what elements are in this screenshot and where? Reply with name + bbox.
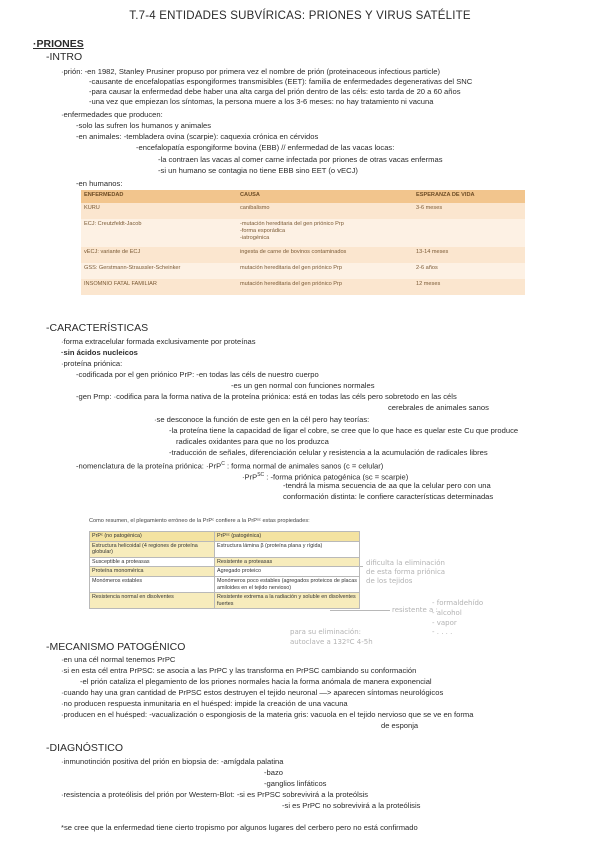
enfermedades-line: -en animales: -tembladera ovina (scarpie): caquexia crónica en cérvidos [76,132,319,141]
intro-line: -una vez que empiezan los síntomas, la persona muere a los 3-6 meses: no hay tratamiento ni vacuna [89,97,434,106]
subheading-intro: -INTRO [46,51,83,63]
caracteristicas-line: ·forma extracelular formada exclusivamente por proteínas [61,337,256,346]
table-cell: vECJ: variante de ECJ [81,247,237,263]
mecanismo-line: de esponja [381,721,419,730]
table-cell: Resistente a proteasas [215,557,360,567]
superscript-sc: SC [257,472,265,478]
annotation-list-item: - alcohol [432,609,462,617]
intro-line: -para causar la enfermedad debe haber una alta carga del prión dentro de las céls: esto tarda de 20 a 60 años [89,87,461,96]
annotation-resistente: resistente a : [392,606,438,614]
table-row [81,263,525,279]
table-row [90,567,360,577]
caracteristicas-line: -la proteína tiene la capacidad de ligar el cobre, se cree que lo que hace es quelar este Cu que produce [169,426,519,435]
diagnostico-line: ·resistencia a proteólisis del prión por Western-Blot: -si es PrPSC sobrevivirá a la proteólsis [61,790,369,799]
table-header: ESPERANZA DE VIDA [413,190,525,203]
annotation-arrow [330,610,390,611]
table-cell: Monómeros estables [90,576,215,592]
caracteristicas-line: conformación distinta: le confiere características determinadas [283,492,494,501]
disease-table [81,190,525,295]
caracteristicas-line: cerebrales de animales sanos [388,403,489,412]
table-cell: -mutación hereditaria del gen priónico Prp -forma esporádica -iatrogénica [237,219,413,247]
caracteristicas-line: -tendrá la misma secuencia de aa que la celular pero con una [283,481,491,490]
nomenclature-text: : -forma priónica patogénica (sc = scarpie) [264,472,409,482]
mecanismo-line: -el prión cataliza el plegamiento de los priones normales hacia la forma anómala de manera exponencial [80,677,432,686]
table-row [90,576,360,592]
caracteristicas-line: ·sin ácidos nucleicos [61,348,138,357]
enfermedades-line: -solo las sufren los humanos y animales [76,121,212,130]
diagnostico-footnote: *se cree que la enfermedad tiene cierto tropismo por algunos lugares del cerbero pero no está confirmado [61,823,418,832]
page-title: T.7-4 ENTIDADES SUBVÍRICAS: PRIONES Y VIRUS SATÉLITE [129,10,471,22]
diagnostico-line: -bazo [264,768,283,777]
nomenclature-text: : forma normal de animales sanos (c = celular) [224,461,384,471]
caracteristicas-line: -codificada por el gen priónico PrP: -en todas las céls de nuestro cuerpo [76,370,319,379]
table-cell: 2-6 años [413,263,525,279]
subheading-mecanismo: -MECANISMO PATOGÉNICO [46,641,186,653]
caracteristicas-line: ·se desconoce la función de este gen en la cél pero hay teorías: [154,415,370,424]
caracteristicas-line: ·proteína priónica: [61,359,123,368]
table-cell: Proteína monomérica [90,567,215,577]
annotation-list-item: - formaldehído [432,599,484,607]
diagnostico-line: -si es PrPC no sobrevivirá a la proteólisis [282,801,421,810]
section-heading-priones: ·PRIONES [33,38,84,50]
nomenclature-label: -nomenclatura de la proteína priónica: ·PrP [76,461,222,471]
mecanismo-line: ·si en esta cél entra PrPSC: se asocia a las PrPC y las transforma en PrPSC cambiando su conformación [61,666,417,675]
superscript-c: C [221,461,225,467]
annotation-list-item: - . . . . [432,628,453,636]
table-row [81,219,525,247]
enfermedades-line: -la contraen las vacas al comer carne infectada por priones de otras vacas enfermas [158,155,443,164]
table-row [90,593,360,609]
table-cell: INSOMNIO FATAL FAMILIAR [81,279,237,295]
table-cell: 12 meses [413,279,525,295]
table-header: PrPᶜ (no patogénica) [90,532,215,542]
annotation-eliminacion: para su eliminación: autoclave a 132ºC 4-5h [290,628,373,646]
annotation-dificulta: dificulta la eliminación de esta forma priónica de los tejidos [366,559,446,585]
subheading-caracteristicas: -CARACTERÍSTICAS [46,322,149,334]
enfermedades-line: -en humanos: [76,179,123,188]
intro-line: ·prión: -en 1982, Stanley Prusiner propuso por primera vez el nombre de prión (proteinaceous infectious particle) [61,67,441,76]
table-row [81,247,525,263]
table-header: CAUSA [237,190,413,203]
intro-line: -causante de encefalopatías espongiformes transmisibles (EET): familia de enfermedades degenerativas del SNC [89,77,473,86]
table-cell: 3-6 meses [413,203,525,219]
table-header: ENFERMEDAD [81,190,237,203]
enfermedades-line: -encefalopatía espongiforme bovina (EBB) // enfermedad de las vacas locas: [136,143,395,152]
caracteristicas-line: -es un gen normal con funciones normales [231,381,375,390]
table-cell: Estructura lámina β (proteína plana y rígida) [215,541,360,557]
enfermedades-line: -si un humano se contagia no tiene EBB sino EET (o vECJ) [158,166,358,175]
mecanismo-line: ·no producen respuesta inmunitaria en el huésped: impide la creación de una vacuna [61,699,348,708]
properties-table [89,531,360,609]
table-cell: ingesta de carne de bovinos contaminados [237,247,413,263]
enfermedades-line: ·enfermedades que producen: [61,110,163,119]
table-cell: GSS: Gerstmann-Straussler-Scheinker [81,263,237,279]
table-row [90,541,360,557]
table-cell: Monómeros poco estables (agregados proteicos de placas amiloides en el tejido nervioso) [215,576,360,592]
mecanismo-line: ·producen en el huésped: -vacualización o espongiosis de la materia gris: vacuola en el tejido nervioso que se ve en forma [61,710,474,719]
table-cell: KURU [81,203,237,219]
table-cell: Resistente extrema a la radiación y soluble en disolventes fuertes [215,593,360,609]
table-row [81,279,525,295]
annotation-list-item: - vapor [432,619,457,627]
nomenclature-label: ·PrP [242,472,258,482]
mecanismo-line: ·cuando hay una gran cantidad de PrPSC estos destruyen el tejido neuronal —> aparecen síntomas neurológicos [61,688,444,697]
caracteristicas-line: radicales oxidantes para que no los produzca [176,437,329,446]
mecanismo-line: ·en una cél normal tenemos PrPC [61,655,176,664]
annotation-arrow [305,566,363,567]
diagnostico-line: -ganglios linfáticos [264,779,327,788]
caracteristicas-line: -gen Prnp: ·codifica para la forma nativa de la proteína priónica: está en todas las céls pero sobretodo en las céls [76,392,457,401]
table-cell: mutación hereditaria del gen priónico Prp [237,263,413,279]
table-cell: canibalismo [237,203,413,219]
table-cell: ECJ: Creutzfeldt-Jacob [81,219,237,247]
table-cell: Agregado proteico [215,567,360,577]
table-cell: Estructura helicoidal (4 regiones de proteína globular) [90,541,215,557]
subheading-diagnostico: -DIAGNÓSTICO [46,742,124,754]
table-cell: Resistencia normal en disolventes [90,593,215,609]
table-cell [413,219,525,247]
table-header: PrPˢᶜ (patogénica) [215,532,360,542]
table-cell: 13-14 meses [413,247,525,263]
caracteristicas-line: -traducción de señales, diferenciación celular y resistencia a la acumulación de radicales libres [169,448,488,457]
table-row [81,203,525,219]
diagnostico-line: ·inmunotinción positiva del prión en biopsia de: -amígdala palatina [61,757,284,766]
table-cell: Susceptible a proteasas [90,557,215,567]
table-cell: mutación hereditaria del gen priónico Prp [237,279,413,295]
properties-caption: Como resumen, el plegamiento erróneo de la PrPᶜ confiere a la PrPˢᶜ estas propiedades: [89,518,310,524]
